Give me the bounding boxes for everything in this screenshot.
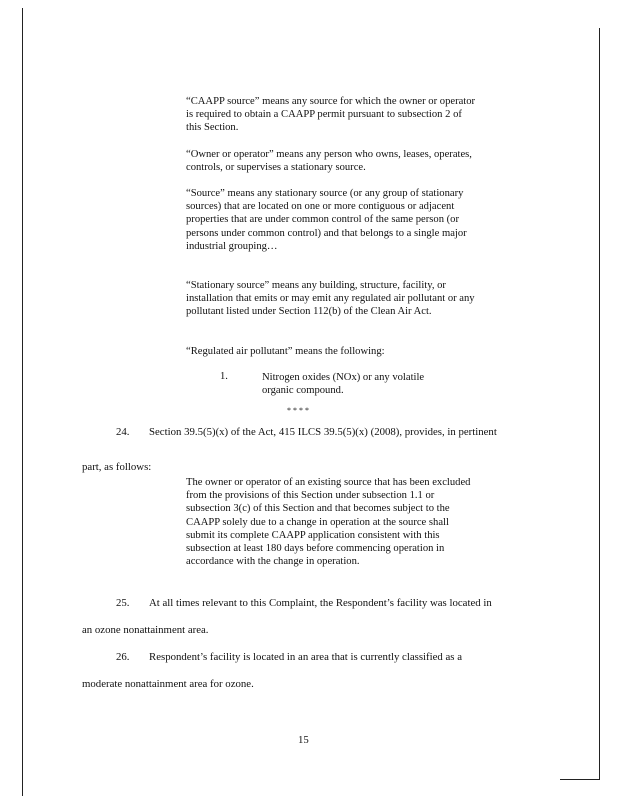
paragraph-26-continuation: moderate nonattainment area for ozone. xyxy=(82,678,254,690)
ellipsis: * * * * xyxy=(287,406,309,415)
bottom-border xyxy=(560,779,600,780)
paragraph-25-text: At all times relevant to this Complaint, the Respondent’s facility was located in xyxy=(149,597,492,609)
list-item-number: 1. xyxy=(220,371,228,382)
definition-stationary-source: “Stationary source” means any building, structure, facility, or installation that emits or may emit any regulated air pollutant or any pollutant listed under Section 112(b) of the Clean Air Act. xyxy=(186,280,475,318)
page-number: 15 xyxy=(298,734,309,746)
paragraph-26-number: 26. xyxy=(116,651,130,663)
left-border xyxy=(22,8,23,796)
right-border xyxy=(599,28,600,780)
paragraph-24-text: Section 39.5(5)(x) of the Act, 415 ILCS 39.5(5)(x) (2008), provides, in pertinent xyxy=(149,426,497,438)
definition-owner-operator: “Owner or operator” means any person who owns, leases, operates, controls, or supervises a stationary source. xyxy=(186,149,472,174)
block-quote: The owner or operator of an existing source that has been excluded from the provisions of this Section under subsection 1.1 or subsection 3(c) of this Section and that becomes subject to the CAAPP solely due to a change in operation at the source shall submit its complete CAAPP application consistent with this subsection at least 180 days before commencing operation in accordance with the change in operation. xyxy=(186,477,471,568)
paragraph-24-continuation: part, as follows: xyxy=(82,461,152,473)
definition-source: “Source” means any stationary source (or any group of stationary sources) that are located on one or more contiguous or adjacent properties that are under common control of the same person (or persons under common control) and that belongs to a single major industrial grouping… xyxy=(186,188,467,252)
list-item-text: Nitrogen oxides (NOx) or any volatile organic compound. xyxy=(262,372,425,397)
paragraph-26-text: Respondent’s facility is located in an area that is currently classified as a xyxy=(149,651,463,663)
paragraph-25-number: 25. xyxy=(116,597,130,609)
definition-regulated-air-pollutant: “Regulated air pollutant” means the following: xyxy=(186,346,385,357)
paragraph-25-continuation: an ozone nonattainment area. xyxy=(82,624,209,636)
definition-caapp-source: “CAAPP source” means any source for which the owner or operator is required to obtain a CAAPP permit pursuant to subsection 2 of this Section. xyxy=(186,96,476,134)
paragraph-24-number: 24. xyxy=(116,426,130,438)
